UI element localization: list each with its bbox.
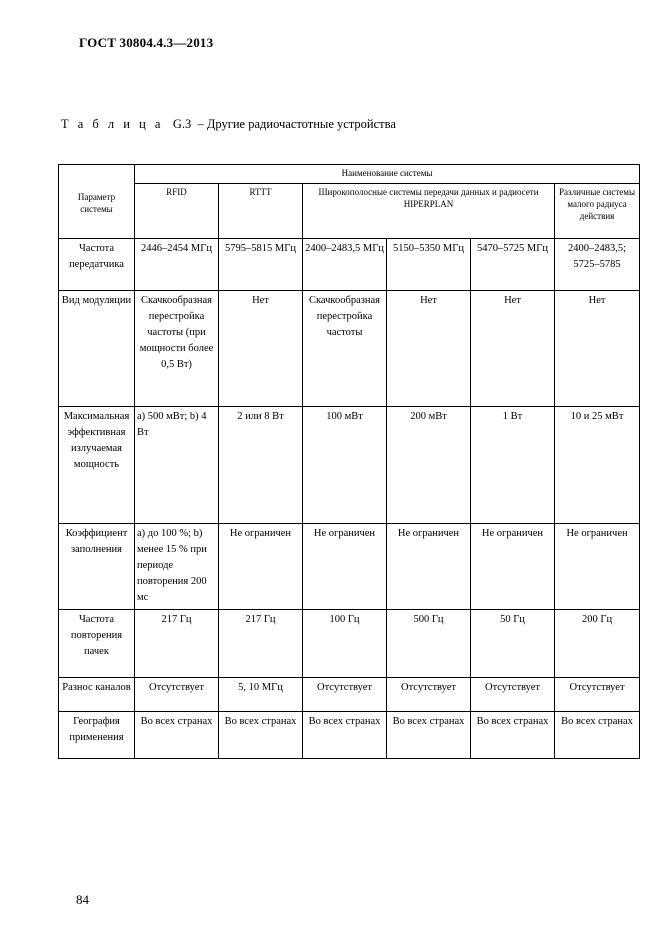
document-code: ГОСТ 30804.4.3—2013 [79, 35, 214, 50]
value-cell: a) 500 мВт; b) 4 Вт [135, 407, 219, 524]
system-wideband: Широкополосные системы передачи данных и радиосети HIPERPLAN [303, 184, 555, 239]
value-cell: Нет [555, 291, 640, 407]
param-cell: Коэффициент заполнения [59, 524, 135, 610]
param-cell: Вид модуляции [59, 291, 135, 407]
caption-title: – Другие радиочастотные устройства [197, 117, 396, 131]
value-cell: 217 Гц [219, 610, 303, 678]
param-cell: Максимальная эффективная излучаемая мощность [59, 407, 135, 524]
value-cell: Во всех странах [387, 712, 471, 759]
value-cell: Не ограничен [471, 524, 555, 610]
value-cell: Во всех странах [471, 712, 555, 759]
value-cell: 10 и 25 мВт [555, 407, 640, 524]
value-cell: Не ограничен [555, 524, 640, 610]
system-rttt: RTTT [219, 184, 303, 239]
value-cell: Нет [471, 291, 555, 407]
value-cell: Не ограничен [387, 524, 471, 610]
value-cell: 50 Гц [471, 610, 555, 678]
value-cell: 5, 10 МГц [219, 678, 303, 712]
system-short-range: Различные системы малого радиуса действия [555, 184, 640, 239]
value-cell: Нет [387, 291, 471, 407]
table-caption [61, 117, 396, 132]
param-cell: Частота повторения пачек [59, 610, 135, 678]
value-cell: 200 мВт [387, 407, 471, 524]
value-cell: Нет [219, 291, 303, 407]
value-cell: Отсутствует [555, 678, 640, 712]
value-cell: Скачкообразная перестройка частоты (при мощности более 0,5 Вт) [135, 291, 219, 407]
caption-label: Т а б л и ц а [61, 117, 164, 131]
value-cell: Во всех странах [303, 712, 387, 759]
value-cell: Отсутствует [387, 678, 471, 712]
value-cell: 2446–2454 МГц [135, 239, 219, 291]
param-cell: Разнос каналов [59, 678, 135, 712]
param-cell: Частота передатчика [59, 239, 135, 291]
value-cell: Отсутствует [135, 678, 219, 712]
value-cell: 217 Гц [135, 610, 219, 678]
value-cell: Во всех странах [555, 712, 640, 759]
value-cell: 1 Вт [471, 407, 555, 524]
value-cell: Во всех странах [135, 712, 219, 759]
caption-number: G.3 [172, 117, 192, 131]
value-cell: 100 мВт [303, 407, 387, 524]
value-cell: 2400–2483,5 МГц [303, 239, 387, 291]
value-cell: a) до 100 %; b) менее 15 % при периоде повторения 200 мс [135, 524, 219, 610]
group-header: Наименование системы [135, 165, 640, 184]
value-cell: 5470–5725 МГц [471, 239, 555, 291]
value-cell: 2400–2483,5; 5725–5785 [555, 239, 640, 291]
value-cell: 500 Гц [387, 610, 471, 678]
value-cell: 100 Гц [303, 610, 387, 678]
value-cell: 5150–5350 МГц [387, 239, 471, 291]
value-cell: 2 или 8 Вт [219, 407, 303, 524]
param-header: Параметр системы [59, 165, 135, 239]
page-number: 84 [76, 892, 89, 907]
value-cell: 200 Гц [555, 610, 640, 678]
value-cell: Не ограничен [219, 524, 303, 610]
param-cell: География применения [59, 712, 135, 759]
value-cell: Отсутствует [303, 678, 387, 712]
value-cell: Скачкообразная перестройка частоты [303, 291, 387, 407]
value-cell: 5795–5815 МГц [219, 239, 303, 291]
value-cell: Не ограничен [303, 524, 387, 610]
system-rfid: RFID [135, 184, 219, 239]
systems-table [58, 164, 640, 759]
value-cell: Отсутствует [471, 678, 555, 712]
value-cell: Во всех странах [219, 712, 303, 759]
